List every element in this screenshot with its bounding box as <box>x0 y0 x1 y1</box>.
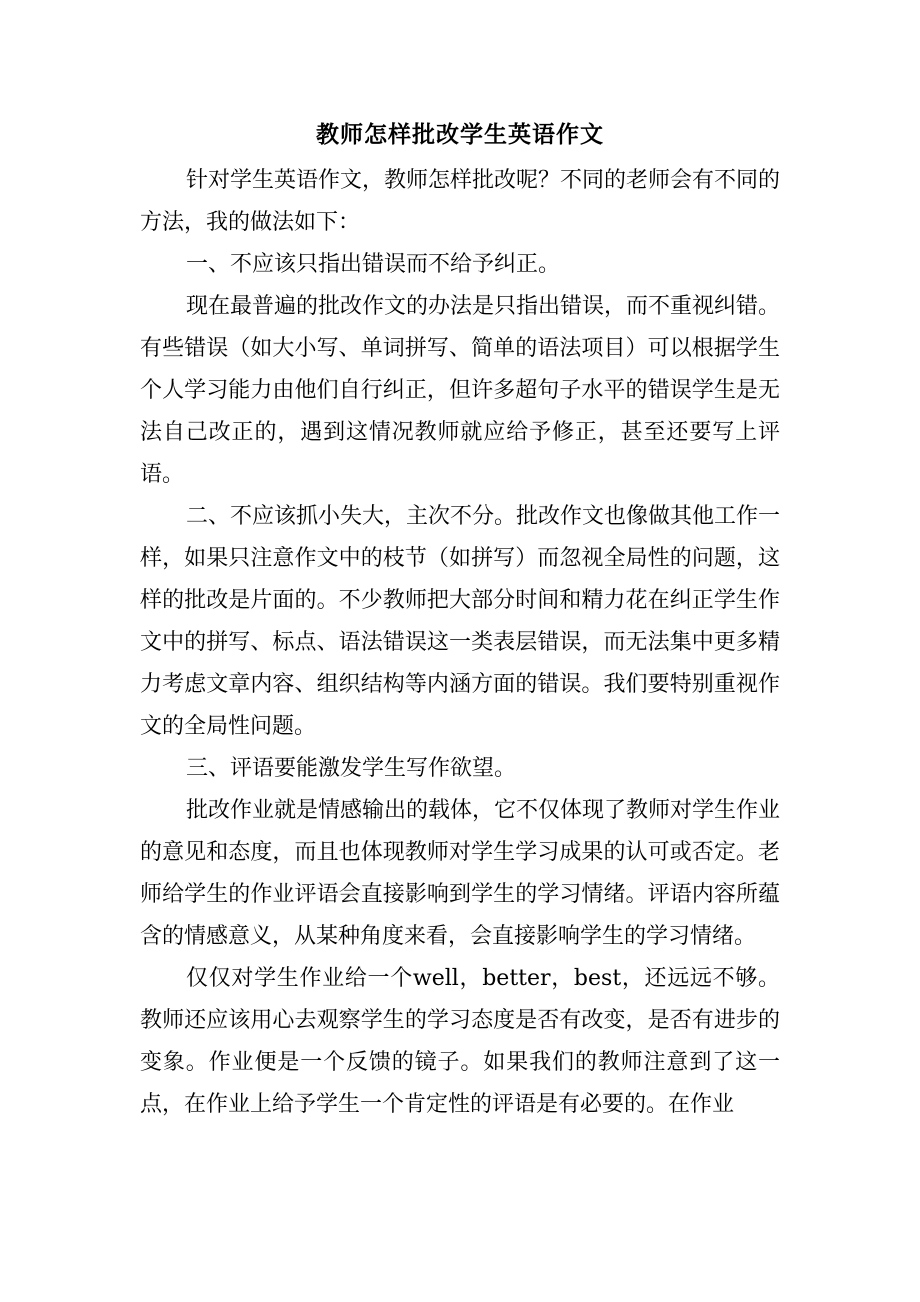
paragraph-body-1: 现在最普遍的批改作文的办法是只指出错误，而不重视纠错。有些错误（如大小写、单词拼写、简单的语法项目）可以根据学生个人学习能力由他们自行纠正，但许多超句子水平的错误学生是无法自己改正的，遇到这情况教师就应给予修正，甚至还要写上评语。 <box>140 294 781 487</box>
paragraph-heading-1: 一、不应该只指出错误而不给予纠正。 <box>186 252 561 277</box>
paragraph-heading-2: 二、不应该抓小失大，主次不分。批改作文也像做其他工作一样，如果只注意作文中的枝节（如拼写）而忽视全局性的问题，这样的批改是片面的。不少教师把大部分时间和精力花在纠正学生作文中的拼写、标点、语法错误这一类表层错误，而无法集中更多精力考虑文章内容、组织结构等内涵方面的错误。我们要特别重视作文的全局性问题。 <box>140 504 781 739</box>
paragraph-body-3: 批改作业就是情感输出的载体，它不仅体现了教师对学生作业的意见和态度，而且也体现教师对学生学习成果的认可或否定。老师给学生的作业评语会直接影响到学生的学习情绪。评语内容所蕴含的情感意义，从某种角度来看，会直接影响学生的学习情绪。 <box>140 798 781 949</box>
paragraph-heading-3: 三、评语要能激发学生写作欲望。 <box>186 756 517 781</box>
document-body <box>140 160 780 1126</box>
paragraph-body-4: 仅仅对学生作业给一个well，better，best，还远远不够。教师还应该用心去观察学生的学习态度是否有改变，是否有进步的变象。作业便是一个反馈的镜子。如果我们的教师注意到了这一点，在作业上给予学生一个肯定性的评语是有必要的。在作业 <box>140 966 780 1117</box>
document-title: 教师怎样批改学生英语作文 <box>316 121 604 148</box>
paragraph-intro: 针对学生英语作文，教师怎样批改呢？不同的老师会有不同的方法，我的做法如下： <box>140 168 781 235</box>
